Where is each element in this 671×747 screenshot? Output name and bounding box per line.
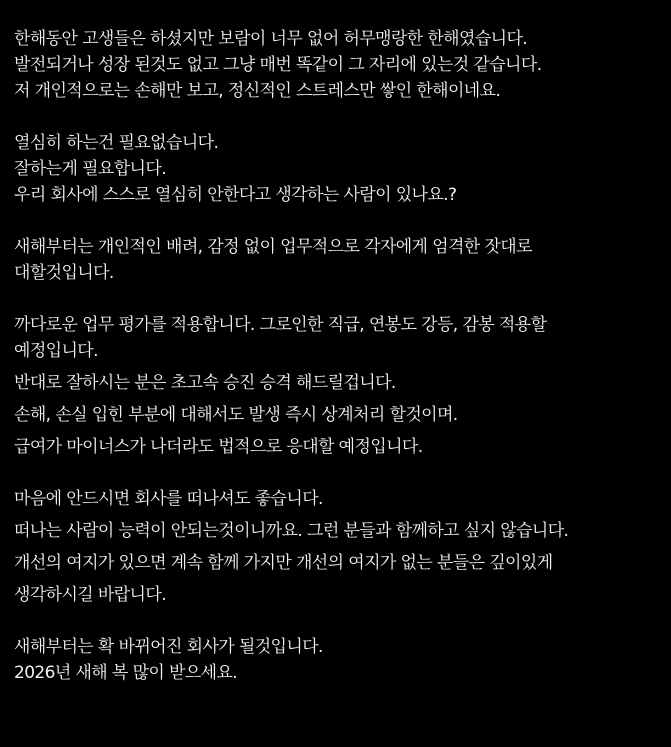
- text-line: 한해동안 고생들은 하셨지만 보람이 너무 없어 허무맹랑한 한해였습니다.: [14, 29, 528, 49]
- paragraph-spacer: [14, 460, 664, 486]
- text-line: 급여가 마이너스가 나더라도 법적으로 응대할 예정입니다.: [14, 437, 423, 457]
- text-line: 저 개인적으로는 손해만 보고, 정신적인 스트레스만 쌓인 한해이네요.: [14, 81, 501, 101]
- text-line: 2026년 새해 복 많이 받으세요.: [14, 663, 238, 683]
- text-line: 마음에 안드시면 회사를 떠나셔도 좋습니다.: [14, 489, 323, 509]
- text-line: 대할것입니다.: [14, 263, 114, 283]
- text-line: 새해부터는 개인적인 배려, 감정 없이 업무적으로 각자에게 엄격한 잣대로: [14, 237, 532, 257]
- text-line: 반대로 잘하시는 분은 초고속 승진 승격 해드릴겁니다.: [14, 373, 396, 393]
- paragraph-spacer: [14, 286, 664, 312]
- paragraph-spacer: [14, 208, 664, 234]
- text-line: 우리 회사에 스스로 열심히 안한다고 생각하는 사람이 있나요.?: [14, 185, 457, 205]
- text-line: 개선의 여지가 있으면 계속 함께 가지만 개선의 여지가 없는 분들은 깊이있게: [14, 553, 553, 573]
- paragraph-leave-option: [14, 486, 664, 608]
- paragraph-strict-standard: [14, 234, 664, 286]
- text-line: 열심히 하는건 필요없습니다.: [14, 133, 219, 153]
- paragraph-evaluation: [14, 312, 664, 460]
- paragraph-new-year: [14, 634, 664, 686]
- text-line: 손해, 손실 입힌 부분에 대해서도 발생 즉시 상계처리 할것이며.: [14, 405, 458, 425]
- text-line: 잘하는게 필요합니다.: [14, 159, 167, 179]
- paragraph-spacer: [14, 104, 664, 130]
- announcement-message: [14, 26, 664, 686]
- text-line: 예정입니다.: [14, 341, 98, 361]
- text-line: 새해부터는 확 바뀌어진 회사가 될것입니다.: [14, 637, 323, 657]
- text-line: 생각하시길 바랍니다.: [14, 585, 167, 605]
- paragraph-year-review: [14, 26, 664, 104]
- text-line: 까다로운 업무 평가를 적용합니다. 그로인한 직급, 연봉도 강등, 감봉 적용할: [14, 315, 547, 335]
- paragraph-spacer: [14, 608, 664, 634]
- paragraph-effort: [14, 130, 664, 208]
- text-line: 떠나는 사람이 능력이 안되는것이니까요. 그런 분들과 함께하고 싶지 않습니다.: [14, 521, 569, 541]
- text-line: 발전되거나 성장 된것도 없고 그냥 매번 똑같이 그 자리에 있는것 같습니다.: [14, 55, 542, 75]
